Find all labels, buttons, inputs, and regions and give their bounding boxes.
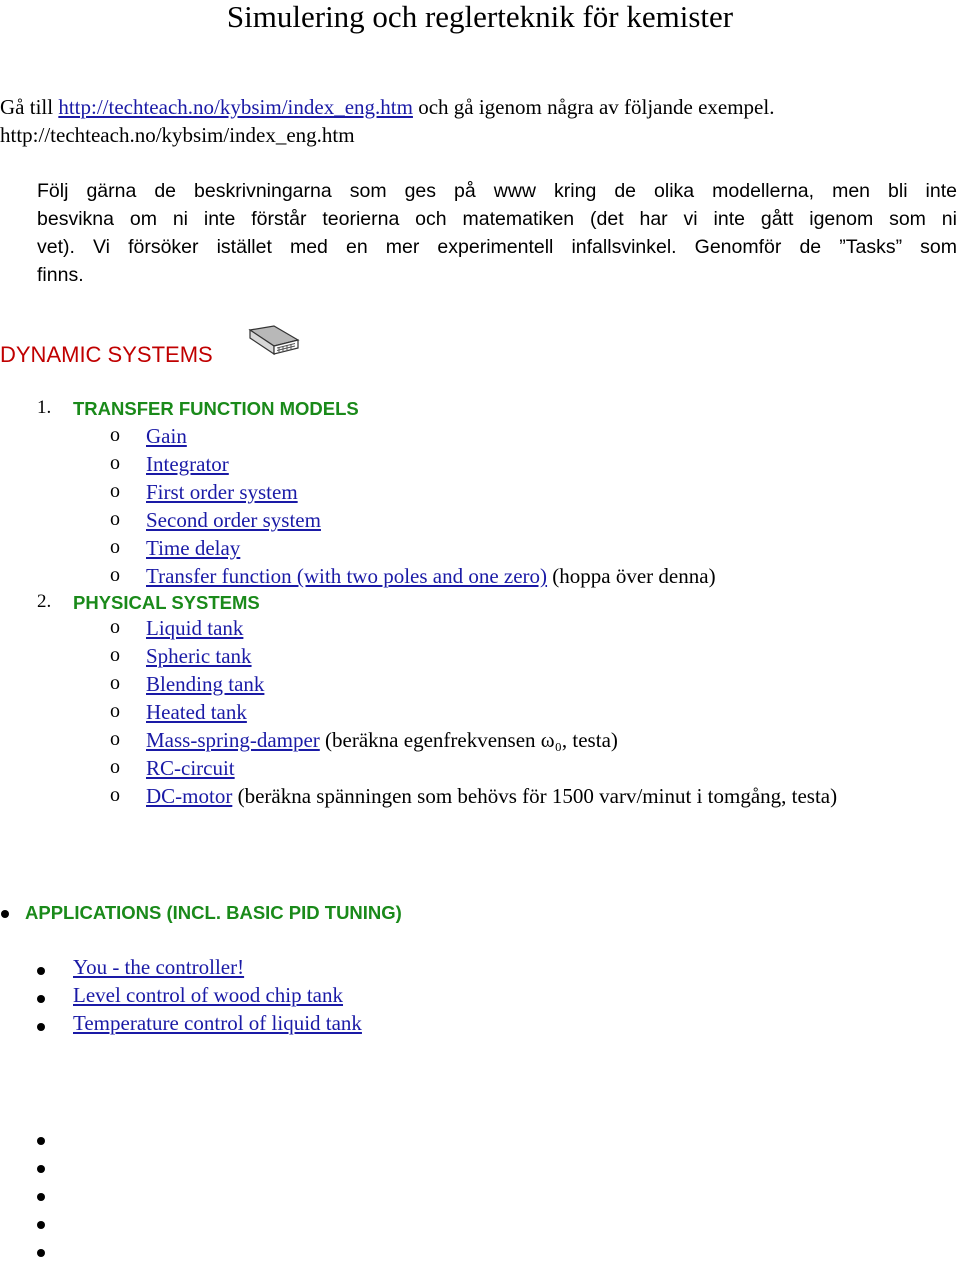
- empty-bullet: [37, 1249, 45, 1257]
- sub-bullet: o: [110, 536, 120, 558]
- empty-bullet: [37, 1221, 45, 1229]
- paragraph-line-1: Följ gärna de beskrivningarna som ges på www kring de olika modellerna, men bli inte: [37, 180, 957, 202]
- link-integrator[interactable]: Integrator: [146, 452, 229, 476]
- section-number: 2.: [37, 591, 52, 612]
- link-first-order-system[interactable]: First order system: [146, 480, 298, 504]
- book-icon: [246, 324, 302, 360]
- sub-bullet: o: [110, 672, 120, 694]
- list-item: [146, 784, 837, 809]
- sub-bullet: o: [110, 452, 120, 474]
- bullet-dot: [37, 995, 45, 1003]
- bullet-dot: [37, 967, 45, 975]
- section-2-title: PHYSICAL SYSTEMS: [73, 592, 260, 613]
- sub-bullet: o: [110, 644, 120, 666]
- empty-bullet: [37, 1165, 45, 1173]
- item-note: (beräkna spänningen som behövs för 1500 varv/minut i tomgång, testa): [232, 784, 838, 808]
- paragraph-line-2: besvikna om ni inte förstår teorierna och matematiken (det har vi inte gått igenom som ni: [37, 208, 957, 230]
- item-note: (beräkna egenfrekvensen ω₀, testa): [319, 728, 618, 752]
- bullet-dot: [1, 910, 9, 918]
- link-dc-motor[interactable]: DC-motor: [146, 784, 233, 808]
- link-gain[interactable]: Gain: [146, 424, 187, 448]
- intro-url-line: http://techteach.no/kybsim/index_eng.htm: [0, 123, 355, 147]
- applications-heading: APPLICATIONS (INCL. BASIC PID TUNING): [25, 902, 402, 923]
- link-mass-spring-damper[interactable]: Mass-spring-damper: [146, 728, 320, 752]
- page-title: Simulering och reglerteknik för kemister: [226, 0, 734, 34]
- link-temperature-control[interactable]: Temperature control of liquid tank: [73, 1011, 362, 1035]
- section-2-header: [37, 591, 51, 613]
- paragraph-line-3: vet). Vi försöker istället med en mer experimentell infallsvinkel. Genomför de ”Tasks” som: [37, 236, 957, 258]
- item-note: (hoppa över denna): [547, 564, 716, 588]
- sub-bullet: o: [110, 700, 120, 722]
- sub-bullet: o: [110, 564, 120, 586]
- empty-bullet: [37, 1137, 45, 1145]
- sub-bullet: o: [110, 508, 120, 530]
- link-transfer-function[interactable]: Transfer function (with two poles and one zero): [146, 564, 548, 588]
- link-spheric-tank[interactable]: Spheric tank: [146, 644, 252, 668]
- sub-bullet: o: [110, 480, 120, 502]
- intro-suffix: och gå igenom några av följande exempel.: [412, 95, 775, 119]
- link-heated-tank[interactable]: Heated tank: [146, 700, 247, 724]
- sub-bullet: o: [110, 728, 120, 750]
- link-second-order-system[interactable]: Second order system: [146, 508, 321, 532]
- link-liquid-tank[interactable]: Liquid tank: [146, 616, 244, 640]
- kybsim-link[interactable]: http://techteach.no/kybsim/index_eng.htm: [58, 95, 413, 119]
- list-item: [146, 728, 618, 753]
- bullet-dot: [37, 1023, 45, 1031]
- link-blending-tank[interactable]: Blending tank: [146, 672, 265, 696]
- link-rc-circuit[interactable]: RC-circuit: [146, 756, 235, 780]
- section-1-header: [37, 397, 51, 419]
- intro-line: [0, 93, 774, 121]
- sub-bullet: o: [110, 784, 120, 806]
- section-number: 1.: [37, 397, 52, 418]
- sub-bullet: o: [110, 756, 120, 778]
- link-time-delay[interactable]: Time delay: [146, 536, 241, 560]
- list-item: [146, 564, 716, 589]
- section-1-title: TRANSFER FUNCTION MODELS: [73, 398, 359, 419]
- sub-bullet: o: [110, 616, 120, 638]
- intro-prefix: Gå till: [0, 95, 59, 119]
- sub-bullet: o: [110, 424, 120, 446]
- link-you-the-controller[interactable]: You - the controller!: [73, 955, 245, 979]
- dynamic-systems-heading: DYNAMIC SYSTEMS: [0, 342, 213, 367]
- link-level-control[interactable]: Level control of wood chip tank: [73, 983, 344, 1007]
- empty-bullet: [37, 1193, 45, 1201]
- paragraph-line-4: finns.: [37, 264, 84, 286]
